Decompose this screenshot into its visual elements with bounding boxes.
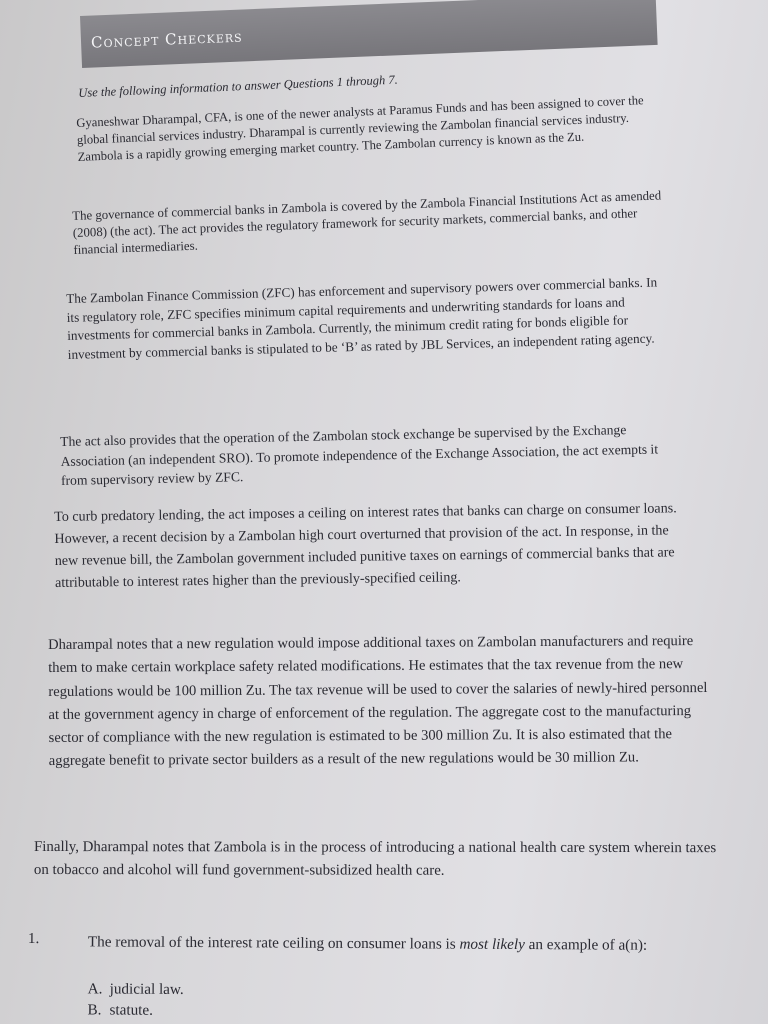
question-text xyxy=(88,930,708,957)
instructions: Use the following information to answer Questions 1 through 7. xyxy=(78,72,398,100)
paragraph-2: The governance of commercial banks in Zambola is covered by the Zambola Financial Institutions Act as amended (2008) (the act). The act provides the regulatory framework for security markets, commercial banks, and other financial intermediaries. xyxy=(72,188,662,257)
paragraph-4: The act also provides that the operation of the Zambolan stock exchange be supervised by the Exchange Association (an independent SRO). To promote independence of the Exchange Association, the act exempts it from supervisory review by ZFC. xyxy=(60,422,659,488)
option-text: statute. xyxy=(109,1001,154,1019)
answer-option-a[interactable] xyxy=(88,978,488,1001)
question-text-end: an example of a(n): xyxy=(524,936,648,954)
paragraph-7: Finally, Dharampal notes that Zambola is in the process of introducing a national health care system wherein taxes on tobacco and alcohol will fund government-subsidized health care. xyxy=(33,839,717,879)
paragraph-3: The Zambolan Finance Commission (ZFC) has enforcement and supervisory powers over commercial banks. In its regulatory role, ZFC specifies minimum capital requirements and underwriting standards for loans and investments for commercial banks in Zambola. Currently, the minimum credit rating for bonds eligible for investment by commercial banks is stipulated to be ‘B’ as rated by JBL Services, an independent rating agency. xyxy=(66,274,658,362)
paragraph-6: Dharampal notes that a new regulation would impose additional taxes on Zambolan manufacturers and require them to make certain workplace safety related modifications. He estimates that the tax revenue from the new regulations would be 100 million Zu. The tax revenue will be used to cover the salaries of newly-hired personnel at the government agency in charge of enforcement of the regulation. The aggregate cost to the manufacturing sector of compliance with the new regulation is estimated to be 300 million Zu. It is also estimated that the aggregate benefit to private sector builders as a result of the new regulations would be 30 million Zu. xyxy=(48,633,708,770)
question-1 xyxy=(27,930,728,1019)
option-letter: A. xyxy=(87,980,103,998)
question-number: 1. xyxy=(27,930,40,948)
paragraph-1: Gyaneshwar Dharampal, CFA, is one of the newer analysts at Paramus Funds and has been assigned to cover the global financial services industry. Dharampal is currently reviewing the Zambolan financial services industry. Zambola is a rapidly growing emerging market country. The Zambolan currency is known as the Zu. xyxy=(76,93,644,164)
section-title: Concept Checkers xyxy=(90,27,243,52)
question-emphasis: most likely xyxy=(459,935,525,954)
answer-option-b[interactable] xyxy=(87,999,487,1022)
option-text: judicial law. xyxy=(109,980,184,998)
option-letter: B. xyxy=(87,1001,102,1019)
question-text-start: The removal of the interest rate ceiling on consumer loans is xyxy=(87,933,460,953)
paragraph-5: To curb predatory lending, the act imposes a ceiling on interest rates that banks can charge on consumer loans. However, a recent decision by a Zambolan high court overturned that provision of the act. In response, in the new revenue bill, the Zambolan government included punitive taxes on earnings of commercial banks that are attributable to interest rates higher than the previously-specified ceiling. xyxy=(54,500,677,591)
answer-options xyxy=(87,978,487,1022)
section-banner xyxy=(80,0,658,68)
